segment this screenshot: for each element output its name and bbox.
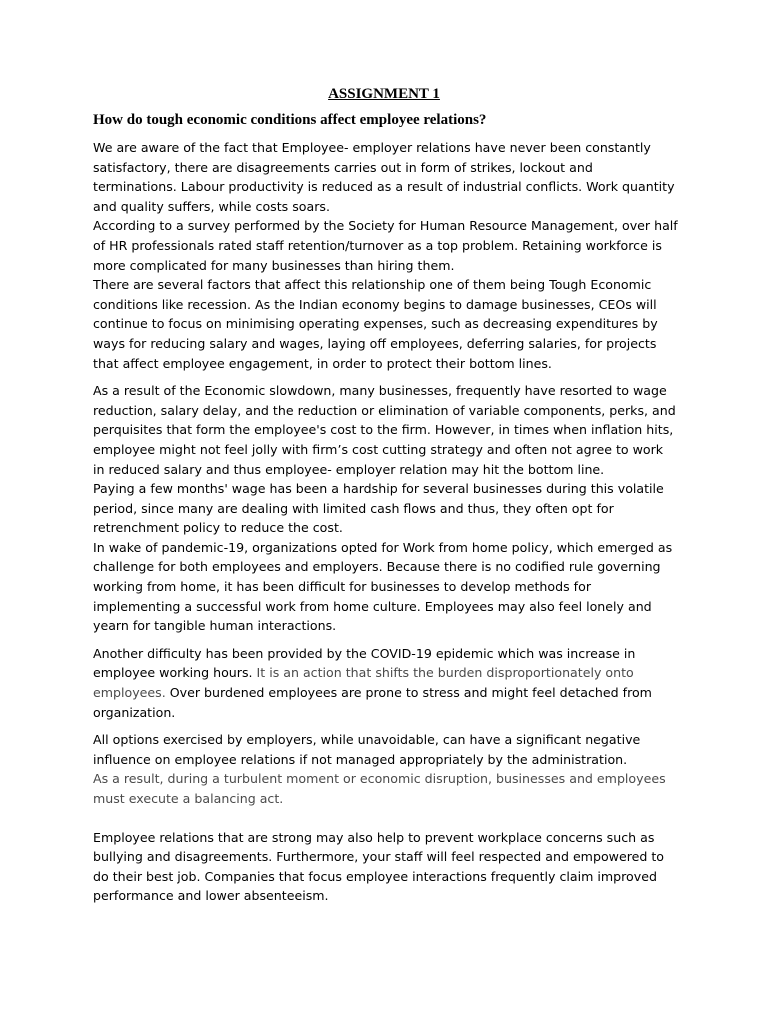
paragraph-employee-relations: We are aware of the fact that Employee- employer relations have never been constantly satisfactory, there are disagreements carries out in form of strikes, lockout and terminations. Labour productivity is reduced as a result of industrial conflicts. Work quantity and quality suffers, while costs soars. <box>93 140 675 214</box>
document-body <box>93 138 678 906</box>
covid-hours-text: Another difficulty has been provided by the COVID-19 epidemic which was increase in employee working hours. <box>93 645 636 681</box>
paragraph-covid-working-hours <box>93 644 678 722</box>
paragraph-tough-economic-conditions: There are several factors that affect this relationship one of them being Tough Economic conditions like recession. As the Indian economy begins to damage businesses, CEOs will continue to focus on minimising operating expenses, such as decreasing expenditures by ways for reducing salary and wages, laying off employees, deferring salaries, for projects that affect employee engagement, in order to protect their bottom lines. <box>93 277 658 371</box>
burden-shift-text: It is an action that shifts the burden disproportionately onto employees. <box>93 665 634 701</box>
overburdened-text: Over burdened employees are prone to stress and might feel detached from organization. <box>93 685 652 720</box>
paragraph-employer-options: All options exercised by employers, while unavoidable, can have a significant negative influence on employee relations if not managed appropriately by the administration. <box>93 732 641 767</box>
paragraph-economic-slowdown: As a result of the Economic slowdown, many businesses, frequently have resorted to wage reduction, salary delay, and the reduction or elimination of variable components, perks, and perquisites that form the employee's cost to the firm. However, in times when inflation hits, employee might not feel jolly with firm’s cost cutting strategy and often not agree to work in reduced salary and thus employee- employer relation may hit the bottom line. <box>93 383 676 477</box>
paragraph-wage-hardship: Paying a few months' wage has been a hardship for several businesses during this volatile period, since many are dealing with limited cash flows and thus, they often opt for retrenchment policy to reduce the cost. <box>93 481 664 536</box>
paragraph-shrm-survey: According to a survey performed by the Society for Human Resource Management, over half of HR professionals rated staff retention/turnover as a top problem. Retaining workforce is more complicated for many businesses than hiring them. <box>93 218 678 273</box>
paragraph-balancing-act: As a result, during a turbulent moment or economic disruption, businesses and employees must execute a balancing act. <box>93 771 666 806</box>
assignment-title: ASSIGNMENT 1 <box>328 86 440 102</box>
paragraph-work-from-home: In wake of pandemic-19, organizations opted for Work from home policy, which emerged as challenge for both employees and employers. Because there is no codified rule governing working from home, it has been difficult for businesses to develop methods for implementing a successful work from home culture. Employees may also feel lonely and yearn for tangible human interactions. <box>93 539 673 634</box>
assignment-question: How do tough economic conditions affect employee relations? <box>93 112 487 128</box>
paragraph-strong-relations: Employee relations that are strong may also help to prevent workplace concerns such as bullying and disagreements. Furthermore, your staff will feel respected and empowered to do their best job. Companies that focus employee interactions frequently claim improved performance and lower absenteeism. <box>93 829 664 904</box>
